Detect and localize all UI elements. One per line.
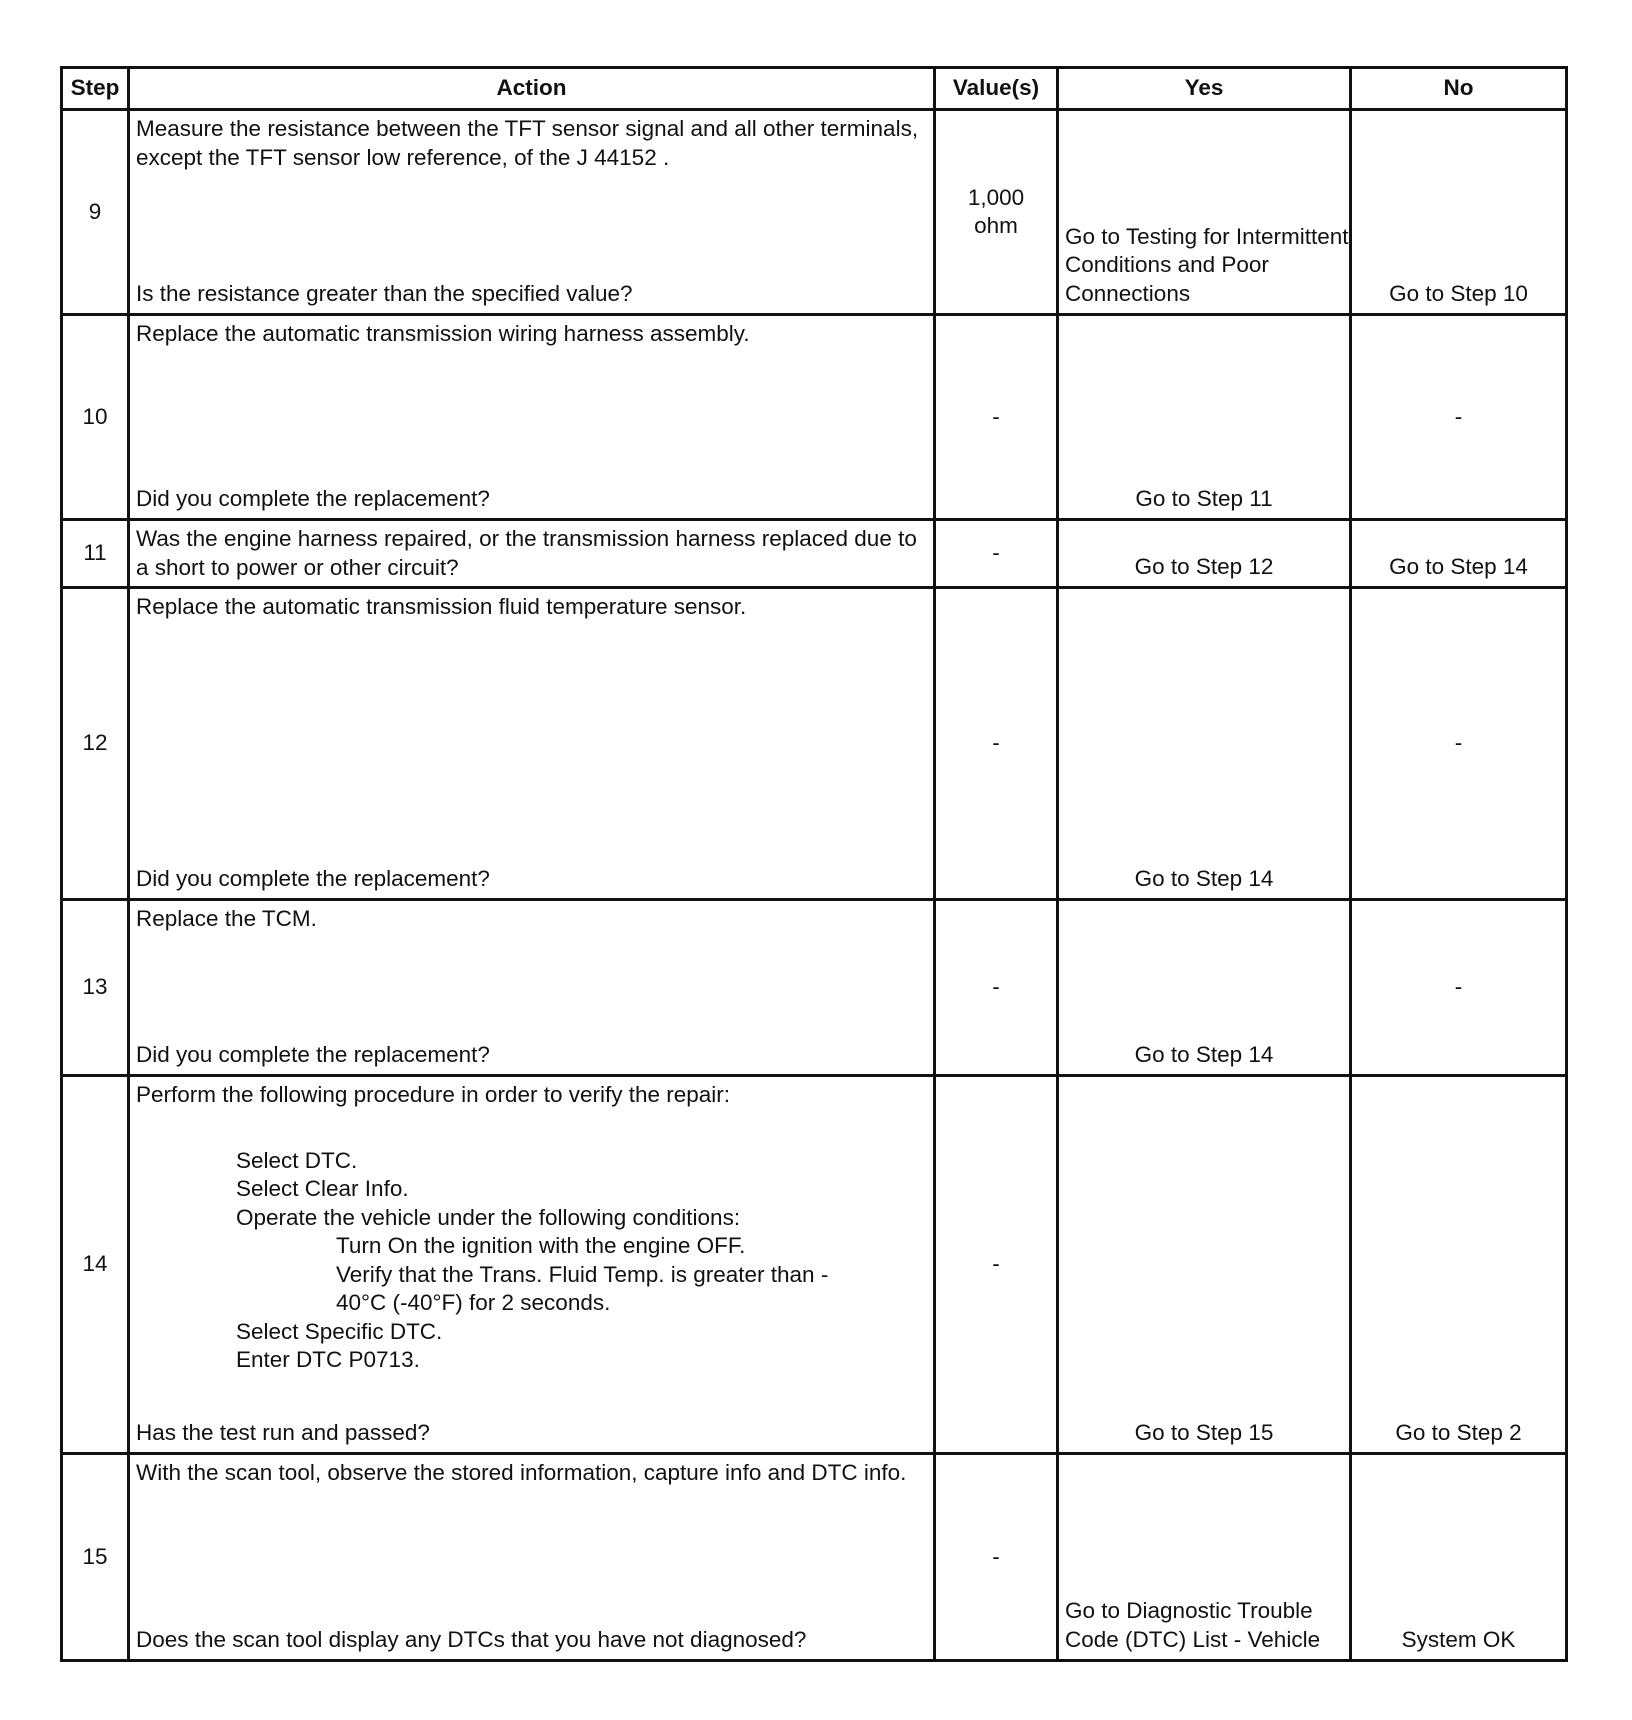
action-text: Replace the automatic transmission fluid temperature sensor. xyxy=(136,594,747,619)
no-text: Go to Step 10 xyxy=(1389,280,1528,306)
no-cell xyxy=(1351,110,1567,315)
action-cell xyxy=(129,315,935,520)
yes-cell xyxy=(1058,110,1351,315)
action-question: Did you complete the replacement? xyxy=(136,1041,490,1067)
procedure-step: Select DTC. xyxy=(236,1147,358,1173)
action-text: Was the engine harness repaired, or the transmission harness replaced due to a short to power or other circuit? xyxy=(136,526,917,580)
header-action: Action xyxy=(129,68,935,110)
action-text: Replace the automatic transmission wiring harness assembly. xyxy=(136,321,750,346)
value-cell xyxy=(935,110,1058,315)
table-row xyxy=(62,520,1567,588)
step-number: 10 xyxy=(62,315,129,520)
action-cell xyxy=(129,1076,935,1454)
yes-text: Go to Step 15 xyxy=(1134,1419,1274,1445)
yes-text: Go to Diagnostic Trouble Code (DTC) List - Vehicle xyxy=(1065,1598,1321,1652)
step-number: 9 xyxy=(62,110,129,315)
header-step: Step xyxy=(62,68,129,110)
action-question: Has the test run and passed? xyxy=(136,1419,430,1445)
action-text: Measure the resistance between the TFT sensor signal and all other terminals, except the TFT sensor low reference, of the J 44152 . xyxy=(136,116,919,170)
action-question: Does the scan tool display any DTCs that you have not diagnosed? xyxy=(136,1626,807,1652)
yes-text: Go to Step 11 xyxy=(1135,485,1273,511)
yes-text: Go to Step 14 xyxy=(1134,1041,1274,1067)
value-cell: - xyxy=(935,588,1058,900)
table-row xyxy=(62,588,1567,900)
yes-text: Go to Testing for Intermittent Conditions and Poor Connections xyxy=(1065,223,1349,306)
procedure-step: Select Specific DTC. xyxy=(236,1318,443,1344)
table-row xyxy=(62,900,1567,1076)
action-question: Did you complete the replacement? xyxy=(136,485,490,511)
step-number: 15 xyxy=(62,1454,129,1661)
value-cell: - xyxy=(935,900,1058,1076)
procedure-substep: 40°C (-40°F) for 2 seconds. xyxy=(336,1290,611,1315)
action-text: Replace the TCM. xyxy=(136,906,317,931)
value-cell: - xyxy=(935,520,1058,588)
step-number: 11 xyxy=(62,520,129,588)
action-text xyxy=(136,1081,927,1375)
yes-cell xyxy=(1058,588,1351,900)
action-cell xyxy=(129,520,935,588)
procedure-substep: Verify that the Trans. Fluid Temp. is greater than - xyxy=(336,1261,829,1287)
table-row xyxy=(62,315,1567,520)
step-number: 14 xyxy=(62,1076,129,1454)
header-values: Value(s) xyxy=(935,68,1058,110)
header-yes: Yes xyxy=(1058,68,1351,110)
action-cell xyxy=(129,588,935,900)
yes-cell xyxy=(1058,900,1351,1076)
procedure-substep: Turn On the ignition with the engine OFF. xyxy=(336,1233,746,1258)
procedure-intro: Perform the following procedure in order to verify the repair: xyxy=(136,1082,731,1107)
procedure-step: Operate the vehicle under the following conditions: xyxy=(236,1204,741,1230)
yes-cell xyxy=(1058,1076,1351,1454)
table-row xyxy=(62,1076,1567,1454)
value-unit: ohm xyxy=(974,213,1018,238)
yes-cell xyxy=(1058,520,1351,588)
action-question: Is the resistance greater than the specified value? xyxy=(136,280,633,306)
yes-text: Go to Step 12 xyxy=(1134,553,1274,579)
no-text: Go to Step 14 xyxy=(1389,553,1528,579)
step-number: 13 xyxy=(62,900,129,1076)
table-row xyxy=(62,110,1567,315)
no-cell: - xyxy=(1351,315,1567,520)
diagnostic-table xyxy=(60,66,1568,1662)
table-row xyxy=(62,1454,1567,1661)
yes-text: Go to Step 14 xyxy=(1134,865,1274,891)
action-cell xyxy=(129,110,935,315)
action-cell xyxy=(129,1454,935,1661)
yes-cell xyxy=(1058,1454,1351,1661)
value-cell: - xyxy=(935,1076,1058,1454)
header-no: No xyxy=(1351,68,1567,110)
action-text: With the scan tool, observe the stored information, capture info and DTC info. xyxy=(136,1460,907,1485)
no-text: System OK xyxy=(1401,1626,1516,1652)
no-cell xyxy=(1351,1076,1567,1454)
no-cell: - xyxy=(1351,588,1567,900)
step-number: 12 xyxy=(62,588,129,900)
no-text: Go to Step 2 xyxy=(1395,1419,1522,1445)
value-cell: - xyxy=(935,315,1058,520)
header-row xyxy=(62,68,1567,110)
value-number: 1,000 xyxy=(967,184,1025,210)
value-cell: - xyxy=(935,1454,1058,1661)
action-question: Did you complete the replacement? xyxy=(136,865,490,891)
no-cell xyxy=(1351,1454,1567,1661)
yes-cell xyxy=(1058,315,1351,520)
procedure-step: Enter DTC P0713. xyxy=(236,1347,420,1372)
action-cell xyxy=(129,900,935,1076)
procedure-step: Select Clear Info. xyxy=(236,1176,409,1201)
no-cell xyxy=(1351,520,1567,588)
no-cell: - xyxy=(1351,900,1567,1076)
